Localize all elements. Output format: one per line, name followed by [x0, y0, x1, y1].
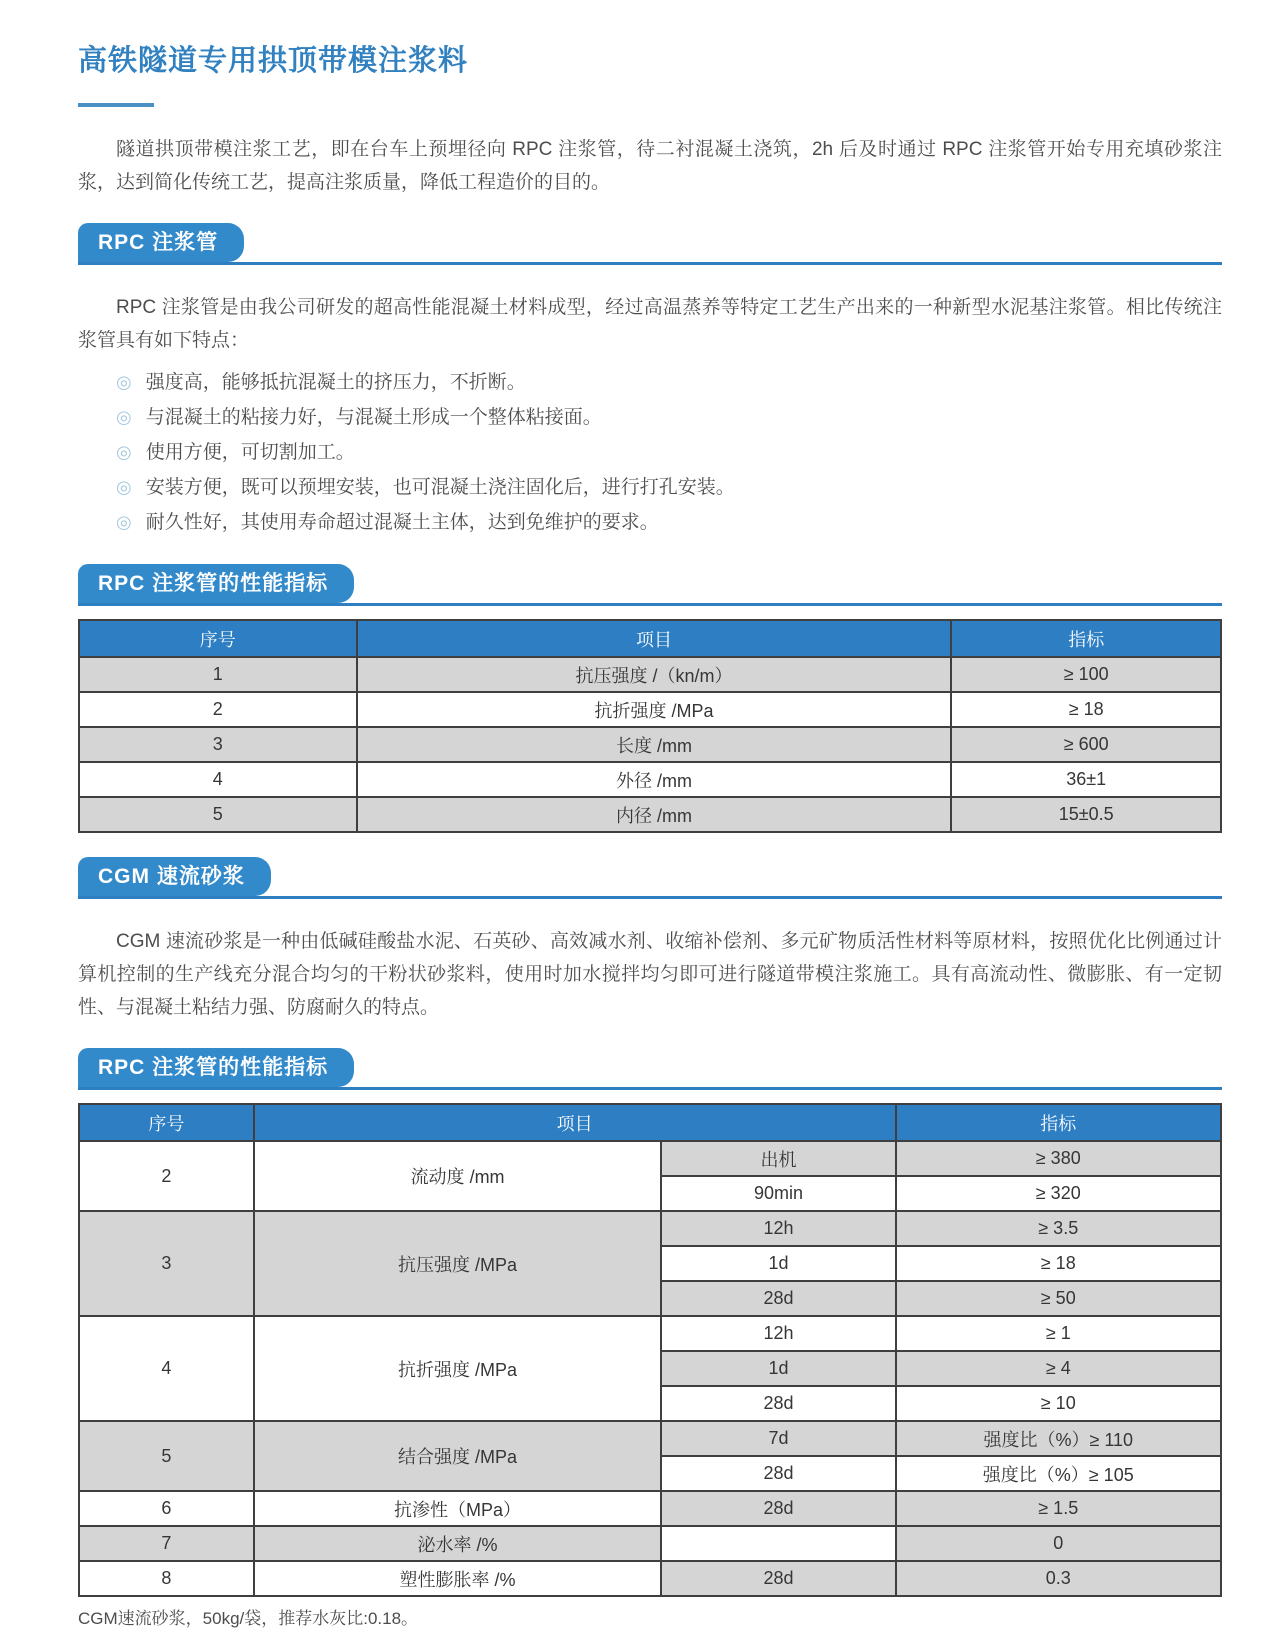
table-row: [79, 1316, 1221, 1351]
table-row: [79, 762, 1221, 797]
cell-seq: 4: [79, 1316, 254, 1421]
cell-item: 外径 /mm: [357, 762, 952, 797]
rpc-paragraph: RPC 注浆管是由我公司研发的超高性能混凝土材料成型，经过高温蒸养等特定工艺生产出来的一种新型水泥基注浆管。相比传统注浆管具有如下特点：: [78, 297, 1222, 351]
list-item: [116, 365, 1222, 400]
bullet-text: 强度高，能够抵抗混凝土的挤压力，不折断。: [145, 372, 526, 393]
list-item: [116, 470, 1222, 505]
cell-condition: 7d: [661, 1421, 895, 1456]
list-item: [116, 400, 1222, 435]
intro-paragraph: 隧道拱顶带模注浆工艺，即在台车上预埋径向 RPC 注浆管，待二衬混凝土浇筑，2h 后及时通过 RPC 注浆管开始专用充填砂浆注浆，达到简化传统工艺，提高注浆质量，降低工程造价的目的。: [78, 139, 1222, 193]
column-header-item: 项目: [357, 620, 952, 657]
cell-item: 内径 /mm: [357, 797, 952, 832]
cell-value: ≥ 3.5: [896, 1211, 1221, 1246]
bullet-icon: ◎: [116, 407, 132, 427]
cell-seq: 3: [79, 727, 357, 762]
table-header-row: [79, 620, 1221, 657]
bullet-text: 安装方便，既可以预埋安装，也可混凝土浇注固化后，进行打孔安装。: [145, 477, 735, 498]
cell-condition: 90min: [661, 1176, 895, 1211]
cell-value: 强度比（%）≥ 110: [896, 1421, 1221, 1456]
column-header-value: 指标: [896, 1104, 1221, 1141]
table-row: [79, 1141, 1221, 1176]
cell-condition: [661, 1526, 895, 1561]
cell-item: 流动度 /mm: [254, 1141, 662, 1211]
table-row: [79, 657, 1221, 692]
cell-item: 抗压强度 /MPa: [254, 1211, 662, 1316]
cell-value: 0.3: [896, 1561, 1221, 1596]
table-row: [79, 1526, 1221, 1561]
cell-value: ≥ 1.5: [896, 1491, 1221, 1526]
cgm-paragraph: CGM 速流砂浆是一种由低碱硅酸盐水泥、石英砂、高效减水剂、收缩补偿剂、多元矿物质活性材料等原材料，按照优化比例通过计算机控制的生产线充分混合均匀的干粉状砂浆料，使用时加水搅拌均匀即可进行隧道带模注浆施工。具有高流动性、微膨胀、有一定韧性、与混凝土粘结力强、防腐耐久的特点。: [78, 931, 1222, 1018]
section-header-rpc: [78, 223, 1222, 265]
cell-condition: 28d: [661, 1386, 895, 1421]
cell-seq: 6: [79, 1491, 254, 1526]
bullet-text: 使用方便，可切割加工。: [145, 442, 355, 463]
cell-seq: 8: [79, 1561, 254, 1596]
cell-seq: 5: [79, 1421, 254, 1491]
cell-condition: 1d: [661, 1351, 895, 1386]
table-row: [79, 727, 1221, 762]
section-badge: RPC 注浆管: [78, 223, 244, 262]
section-badge: CGM 速流砂浆: [78, 857, 271, 896]
cell-value: 0: [896, 1526, 1221, 1561]
section-badge: RPC 注浆管的性能指标: [78, 564, 354, 603]
column-header-seq: 序号: [79, 1104, 254, 1141]
cell-item: 抗折强度 /MPa: [254, 1316, 662, 1421]
table-row: [79, 1561, 1221, 1596]
table-row: [79, 692, 1221, 727]
section-badge: RPC 注浆管的性能指标: [78, 1048, 354, 1087]
cell-seq: 5: [79, 797, 357, 832]
bullet-text: 耐久性好，其使用寿命超过混凝土主体，达到免维护的要求。: [145, 512, 659, 533]
cell-seq: 7: [79, 1526, 254, 1561]
cell-value: 36±1: [951, 762, 1221, 797]
cell-item: 抗折强度 /MPa: [357, 692, 952, 727]
table-header-row: [79, 1104, 1221, 1141]
cell-value: 15±0.5: [951, 797, 1221, 832]
section-header-rpc-table: [78, 564, 1222, 606]
cell-item: 长度 /mm: [357, 727, 952, 762]
cell-condition: 28d: [661, 1281, 895, 1316]
cell-seq: 1: [79, 657, 357, 692]
cell-condition: 12h: [661, 1316, 895, 1351]
cell-condition: 28d: [661, 1561, 895, 1596]
section-header-cgm-table: [78, 1048, 1222, 1090]
cell-item: 抗渗性（MPa）: [254, 1491, 662, 1526]
bullet-icon: ◎: [116, 512, 132, 532]
cell-value: 强度比（%）≥ 105: [896, 1456, 1221, 1491]
bullet-icon: ◎: [116, 372, 132, 392]
cell-item: 塑性膨胀率 /%: [254, 1561, 662, 1596]
cell-value: ≥ 10: [896, 1386, 1221, 1421]
cell-condition: 12h: [661, 1211, 895, 1246]
cell-value: ≥ 100: [951, 657, 1221, 692]
cell-value: ≥ 320: [896, 1176, 1221, 1211]
cell-seq: 2: [79, 1141, 254, 1211]
cell-value: ≥ 380: [896, 1141, 1221, 1176]
cell-value: ≥ 4: [896, 1351, 1221, 1386]
cell-seq: 2: [79, 692, 357, 727]
cell-value: ≥ 18: [896, 1246, 1221, 1281]
cell-item: 结合强度 /MPa: [254, 1421, 662, 1491]
rpc-performance-table: [78, 619, 1222, 833]
cell-value: ≥ 600: [951, 727, 1221, 762]
column-header-item: 项目: [254, 1104, 896, 1141]
column-header-seq: 序号: [79, 620, 357, 657]
table-row: [79, 797, 1221, 832]
list-item: [116, 435, 1222, 470]
cell-seq: 4: [79, 762, 357, 797]
list-item: [116, 505, 1222, 540]
cell-value: ≥ 1: [896, 1316, 1221, 1351]
bullet-icon: ◎: [116, 477, 132, 497]
cell-condition: 1d: [661, 1246, 895, 1281]
title-underline: [78, 103, 154, 107]
footer-note: CGM速流砂浆，50kg/袋，推荐水灰比:0.18。: [78, 1609, 419, 1628]
cell-condition: 28d: [661, 1491, 895, 1526]
cell-seq: 3: [79, 1211, 254, 1316]
table-row: [79, 1421, 1221, 1456]
cell-item: 抗压强度 /（kn/m）: [357, 657, 952, 692]
page-title: 高铁隧道专用拱顶带模注浆料: [78, 45, 469, 77]
cgm-performance-table: [78, 1103, 1222, 1597]
section-header-cgm: [78, 857, 1222, 899]
bullet-icon: ◎: [116, 442, 132, 462]
cell-value: ≥ 50: [896, 1281, 1221, 1316]
cell-item: 泌水率 /%: [254, 1526, 662, 1561]
table-row: [79, 1211, 1221, 1246]
cell-value: ≥ 18: [951, 692, 1221, 727]
rpc-feature-list: [78, 365, 1222, 540]
cell-condition: 出机: [661, 1141, 895, 1176]
column-header-value: 指标: [951, 620, 1221, 657]
cell-condition: 28d: [661, 1456, 895, 1491]
bullet-text: 与混凝土的粘接力好，与混凝土形成一个整体粘接面。: [145, 407, 602, 428]
table-row: [79, 1491, 1221, 1526]
